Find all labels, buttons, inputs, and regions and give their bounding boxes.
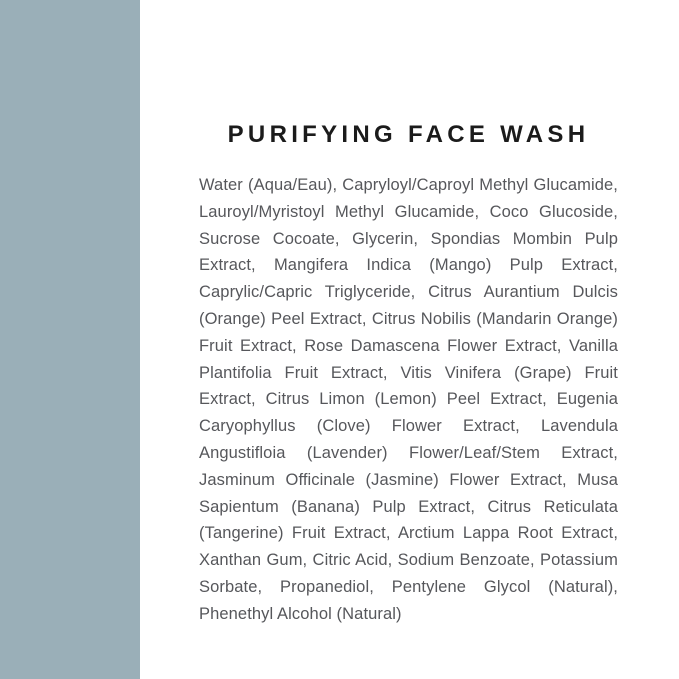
left-color-band xyxy=(0,0,140,679)
ingredients-text: Water (Aqua/Eau), Capryloyl/Caproyl Methyl Glucamide, Lauroyl/Myristoyl Methyl Glucamide, Coco Glucoside, Sucrose Cocoate, Glycerin, Spondias Mombin Pulp Extract, Mangifera Indica (Mango) Pulp Extract, Caprylic/Capric Triglyceride, Citrus Aurantium Dulcis (Orange) Peel Extract, Citrus Nobilis (Mandarin Orange) Fruit Extract, Rose Damascena Flower Extract, Vanilla Plantifolia Fruit Extract, Vitis Vinifera (Grape) Fruit Extract, Citrus Limon (Lemon) Peel Extract, Eugenia Caryophyllus (Clove) Flower Extract, Lavendula Angustifloia (Lavender) Flower/Leaf/Stem Extract, Jasminum Officinale (Jasmine) Flower Extract, Musa Sapientum (Banana) Pulp Extract, Citrus Reticulata (Tangerine) Fruit Extract, Arctium Lappa Root Extract, Xanthan Gum, Citric Acid, Sodium Benzoate, Potassium Sorbate, Propanediol, Pentylene Glycol (Natural), Phenethyl Alcohol (Natural) xyxy=(199,176,618,623)
label-panel xyxy=(140,0,679,679)
product-title: PURIFYING FACE WASH xyxy=(227,121,590,148)
